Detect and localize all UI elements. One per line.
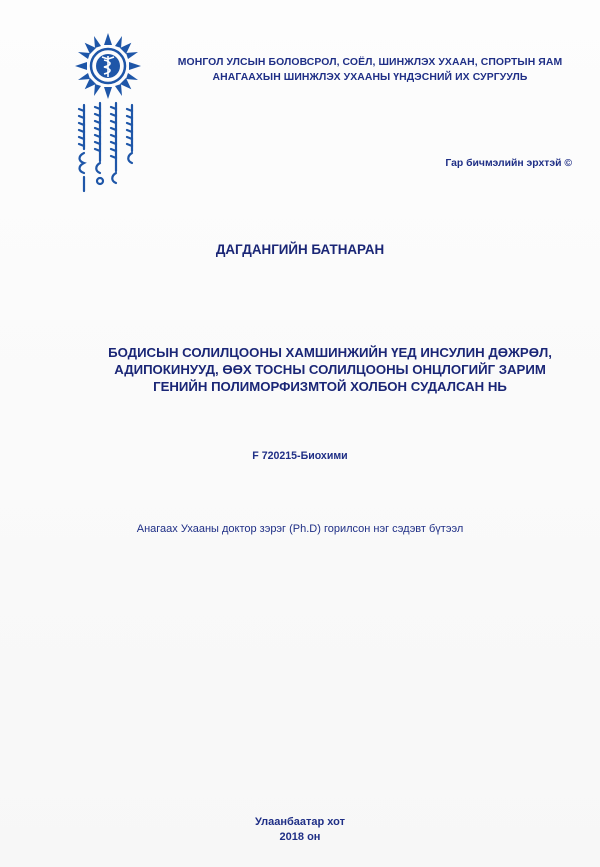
university-name: АНАГААХЫН ШИНЖЛЭХ УХААНЫ ҮНДЭСНИЙ ИХ СУРГУУЛЬ — [212, 72, 528, 83]
specialty-code: F 720215-Биохими — [252, 450, 348, 462]
ministry-name: МОНГОЛ УЛСЫН БОЛОВСРОЛ, СОЁЛ, ШИНЖЛЭХ УХААН, СПОРТЫН ЯАМ — [177, 57, 563, 68]
mongolian-script-seal-icon — [70, 101, 150, 196]
institution-header — [150, 55, 590, 85]
year: 2018 он — [279, 831, 321, 843]
city-name: Улаанбаатар хот — [254, 816, 345, 828]
author-name: ДАГДАНГИЙН БАТНАРАН — [215, 242, 385, 257]
university-emblem-icon — [73, 31, 143, 101]
copyright-notice: Гар бичмэлийн эрхтэй © — [445, 158, 572, 169]
place-and-year — [0, 815, 600, 845]
thesis-title-line: АДИПОКИНУУД, ӨӨХ ТОСНЫ СОЛИЛЦООНЫ ОНЦЛОГИЙГ ЗАРИМ — [114, 362, 546, 377]
thesis-title-line: ГЕНИЙН ПОЛИМОРФИЗМТОЙ ХОЛБОН СУДАЛСАН НЬ — [153, 379, 507, 394]
degree-statement: Анагаах Ухааны доктор зэрэг (Ph.D) горилсон нэг сэдэвт бүтээл — [136, 523, 464, 535]
thesis-title — [70, 344, 590, 395]
thesis-title-line: БОДИСЫН СОЛИЛЦООНЫ ХАМШИНЖИЙН ҮЕД ИНСУЛИН ДӨЖРӨЛ, — [108, 345, 552, 360]
